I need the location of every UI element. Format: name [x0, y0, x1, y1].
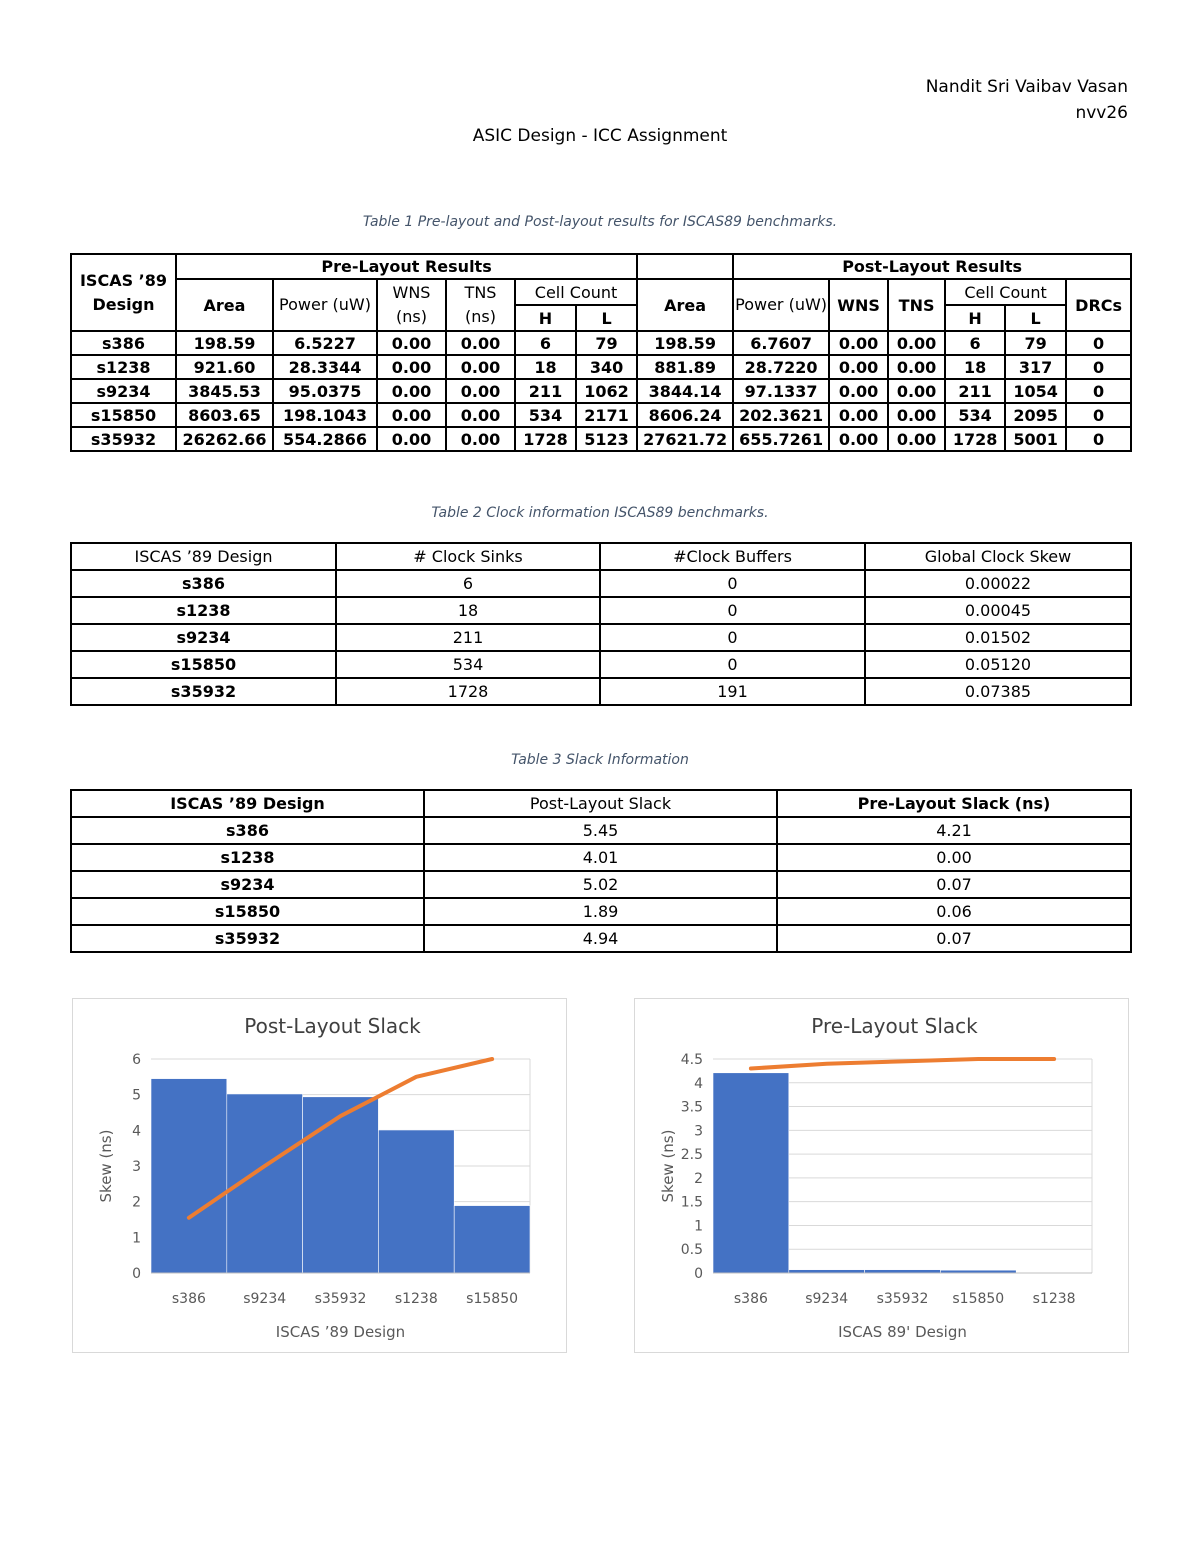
y-tick-label: 0.5 — [680, 1242, 703, 1259]
y-tick-label: 2.5 — [680, 1147, 703, 1164]
table-cell: 4.21 — [777, 817, 1131, 844]
table-header-cell: Post-Layout Slack — [424, 790, 777, 817]
table-cell: 881.89 — [637, 355, 733, 379]
y-tick-label: 4.5 — [680, 1052, 703, 1068]
author-name: Nandit Sri Vaibav Vasan — [925, 77, 1128, 97]
table-cell: 198.59 — [176, 331, 273, 355]
table-cell: 8603.65 — [176, 403, 273, 427]
chart-title: Post-Layout Slack — [244, 1014, 421, 1038]
y-tick-label: 5 — [132, 1087, 141, 1104]
table-row — [71, 678, 1131, 705]
table-header-cell: Pre-Layout Slack (ns) — [777, 790, 1131, 817]
table-row — [71, 331, 1131, 355]
t1-area-header: Area — [176, 279, 273, 331]
table-cell: 0.00 — [377, 355, 446, 379]
table-cell: 27621.72 — [637, 427, 733, 451]
table-cell: 0 — [1066, 331, 1131, 355]
y-tick-label: 3.5 — [680, 1099, 703, 1116]
table-cell: 0.00 — [888, 379, 945, 403]
table-cell: s386 — [71, 331, 176, 355]
table-cell: 18 — [515, 355, 576, 379]
t1-power-post-header: Power (uW) — [733, 279, 829, 331]
table-cell: 4.94 — [424, 925, 777, 952]
t1-design-header: ISCAS ’89 Design — [71, 254, 176, 331]
table-cell: 5.02 — [424, 871, 777, 898]
t1-tns-post-header: TNS — [888, 279, 945, 331]
y-axis-title: Skew (ns) — [97, 1129, 115, 1203]
table-cell: 0.00 — [829, 403, 888, 427]
x-tick-label: s1238 — [1032, 1291, 1076, 1307]
table-cell: 0 — [1066, 403, 1131, 427]
table-cell: 26262.66 — [176, 427, 273, 451]
table-cell: 0.00 — [446, 403, 515, 427]
table-cell: 1728 — [336, 678, 600, 705]
t1-tns-header: TNS (ns) — [446, 279, 515, 331]
t1-h-header: H — [515, 305, 576, 331]
table-cell: 0 — [600, 651, 865, 678]
x-tick-label: s386 — [171, 1291, 206, 1307]
table-cell: 0.00 — [829, 355, 888, 379]
x-tick-label: s35932 — [876, 1291, 929, 1307]
t1-wns-header: WNS (ns) — [377, 279, 446, 331]
table-cell: 0.05120 — [865, 651, 1131, 678]
table-header-cell: ISCAS ’89 Design — [71, 790, 424, 817]
t1-l-post-header: L — [1005, 305, 1066, 331]
x-axis-title: ISCAS 89' Design — [838, 1323, 967, 1341]
pre-layout-slack-chart — [634, 998, 1129, 1353]
x-tick-label: s9234 — [805, 1291, 849, 1307]
y-tick-label: 4 — [132, 1123, 141, 1140]
table-cell: 0.00 — [777, 844, 1131, 871]
t1-power-header: Power (uW) — [273, 279, 377, 331]
y-tick-label: 4 — [694, 1075, 703, 1092]
table-cell: 0.00 — [888, 331, 945, 355]
table-header-cell: ISCAS ’89 Design — [71, 543, 336, 570]
table-cell: s1238 — [71, 597, 336, 624]
x-axis-title: ISCAS ’89 Design — [275, 1323, 406, 1341]
table-cell: 0.00 — [377, 331, 446, 355]
table-cell: 0.01502 — [865, 624, 1131, 651]
y-tick-label: 2 — [694, 1170, 703, 1187]
table-cell: 1062 — [576, 379, 637, 403]
table-cell: 202.3621 — [733, 403, 829, 427]
table2-caption: Table 2 Clock information ISCAS89 benchmarks. — [431, 505, 769, 521]
table-row — [71, 379, 1131, 403]
y-tick-label: 6 — [132, 1052, 141, 1068]
x-tick-label: s35932 — [314, 1291, 367, 1307]
table-cell: 6 — [336, 570, 600, 597]
table-cell: 79 — [576, 331, 637, 355]
x-tick-label: s9234 — [243, 1291, 287, 1307]
table3-caption: Table 3 Slack Information — [511, 752, 689, 768]
table-header-cell: # Clock Sinks — [336, 543, 600, 570]
table-cell: 0 — [600, 570, 865, 597]
table-cell: 0.00 — [888, 355, 945, 379]
table3 — [70, 789, 1132, 953]
y-tick-label: 3 — [694, 1123, 703, 1140]
table-cell: 655.7261 — [733, 427, 829, 451]
x-tick-label: s15850 — [466, 1291, 519, 1307]
table-row — [71, 427, 1131, 451]
table-cell: 1728 — [515, 427, 576, 451]
table-cell: 0.00 — [377, 379, 446, 403]
table-cell: 534 — [336, 651, 600, 678]
t1-cellcount-header: Cell Count — [515, 279, 637, 305]
table-row — [71, 898, 1131, 925]
table1-caption: Table 1 Pre-layout and Post-layout results for ISCAS89 benchmarks. — [362, 214, 838, 230]
table-cell: 0 — [1066, 379, 1131, 403]
table-cell: 211 — [945, 379, 1005, 403]
bar — [454, 1206, 530, 1273]
y-tick-label: 2 — [132, 1194, 141, 1211]
table-cell: 1054 — [1005, 379, 1066, 403]
table-cell: 0.00022 — [865, 570, 1131, 597]
table-cell: s1238 — [71, 355, 176, 379]
table-cell: s35932 — [71, 427, 176, 451]
table-cell: 0.00 — [888, 403, 945, 427]
author-block — [926, 74, 1128, 126]
table-cell: 95.0375 — [273, 379, 377, 403]
table-cell: s386 — [71, 817, 424, 844]
table-cell: s386 — [71, 570, 336, 597]
table-cell: 0.07 — [777, 925, 1131, 952]
table-cell: 0.00 — [829, 379, 888, 403]
table-cell: 0.07 — [777, 871, 1131, 898]
y-tick-label: 0 — [694, 1266, 703, 1282]
y-tick-label: 1.5 — [680, 1194, 703, 1211]
t1-blank-cell — [637, 254, 733, 279]
t1-l-header: L — [576, 305, 637, 331]
table-cell: 211 — [336, 624, 600, 651]
table-cell: s15850 — [71, 898, 424, 925]
table-cell: 198.1043 — [273, 403, 377, 427]
table-cell: s35932 — [71, 925, 424, 952]
table-row — [71, 651, 1131, 678]
table-cell: 0.00 — [446, 355, 515, 379]
t1-wns-post-header: WNS — [829, 279, 888, 331]
bar — [151, 1079, 227, 1273]
table-cell: 198.59 — [637, 331, 733, 355]
table-cell: 5.45 — [424, 817, 777, 844]
x-tick-label: s15850 — [952, 1291, 1005, 1307]
table2 — [70, 542, 1132, 706]
bar — [378, 1130, 454, 1273]
table-cell: s9234 — [71, 871, 424, 898]
table-cell: 0.00 — [829, 331, 888, 355]
table-header-cell: Global Clock Skew — [865, 543, 1131, 570]
y-axis-title: Skew (ns) — [659, 1129, 677, 1203]
t1-area-post-header: Area — [637, 279, 733, 331]
table-cell: 211 — [515, 379, 576, 403]
table-cell: 3845.53 — [176, 379, 273, 403]
table-cell: 534 — [515, 403, 576, 427]
y-tick-label: 1 — [132, 1230, 141, 1247]
bar — [713, 1073, 789, 1273]
y-tick-label: 0 — [132, 1266, 141, 1282]
table-cell: 6 — [515, 331, 576, 355]
table-cell: 191 — [600, 678, 865, 705]
table-cell: 0 — [1066, 355, 1131, 379]
post-layout-slack-svg — [73, 999, 566, 1352]
table-row — [71, 624, 1131, 651]
table1 — [70, 253, 1132, 452]
table-row — [71, 570, 1131, 597]
table-cell: 0.06 — [777, 898, 1131, 925]
table-cell: 97.1337 — [733, 379, 829, 403]
table-cell: 5001 — [1005, 427, 1066, 451]
table-cell: 0.00 — [446, 427, 515, 451]
table-row — [71, 844, 1131, 871]
table-row — [71, 871, 1131, 898]
table-cell: 0.00 — [829, 427, 888, 451]
t1-post-group: Post-Layout Results — [733, 254, 1131, 279]
table-cell: 0.00 — [446, 331, 515, 355]
table-header-cell: #Clock Buffers — [600, 543, 865, 570]
table-row — [71, 925, 1131, 952]
pre-layout-slack-svg — [635, 999, 1128, 1352]
t1-drc-header: DRCs — [1066, 279, 1131, 331]
table-row — [71, 597, 1131, 624]
table-cell: 0.00 — [377, 403, 446, 427]
table-cell: 0.00 — [377, 427, 446, 451]
table-cell: s9234 — [71, 624, 336, 651]
t1-cellcount-post-header: Cell Count — [945, 279, 1066, 305]
table-cell: 0.07385 — [865, 678, 1131, 705]
table-cell: 18 — [945, 355, 1005, 379]
table-cell: 0 — [600, 597, 865, 624]
trend-line — [751, 1059, 1054, 1069]
table-cell: 534 — [945, 403, 1005, 427]
table-cell: 1.89 — [424, 898, 777, 925]
page-title: ASIC Design - ICC Assignment — [472, 126, 728, 146]
table-cell: 2171 — [576, 403, 637, 427]
table-cell: 0.00 — [888, 427, 945, 451]
bar — [303, 1097, 379, 1273]
table-cell: 6.7607 — [733, 331, 829, 355]
table-cell: 28.7220 — [733, 355, 829, 379]
table-cell: 6 — [945, 331, 1005, 355]
table-row — [71, 403, 1131, 427]
table-cell: 0 — [1066, 427, 1131, 451]
table-row — [71, 817, 1131, 844]
y-tick-label: 3 — [132, 1159, 141, 1175]
table-cell: s9234 — [71, 379, 176, 403]
table-cell: 921.60 — [176, 355, 273, 379]
t1-h-post-header: H — [945, 305, 1005, 331]
table-cell: 317 — [1005, 355, 1066, 379]
table-cell: s1238 — [71, 844, 424, 871]
table-cell: 0.00045 — [865, 597, 1131, 624]
table-cell: 0 — [600, 624, 865, 651]
chart-title: Pre-Layout Slack — [811, 1014, 978, 1038]
table-cell: 3844.14 — [637, 379, 733, 403]
table-cell: 0.00 — [446, 379, 515, 403]
post-layout-slack-chart — [72, 998, 567, 1353]
table-cell: s15850 — [71, 651, 336, 678]
author-netid: nvv26 — [1075, 103, 1128, 123]
table-cell: 2095 — [1005, 403, 1066, 427]
t1-pre-group: Pre-Layout Results — [176, 254, 637, 279]
table-cell: 554.2866 — [273, 427, 377, 451]
table-cell: 28.3344 — [273, 355, 377, 379]
table-cell: 4.01 — [424, 844, 777, 871]
x-tick-label: s1238 — [394, 1291, 438, 1307]
table-cell: 340 — [576, 355, 637, 379]
x-tick-label: s386 — [733, 1291, 768, 1307]
y-tick-label: 1 — [694, 1218, 703, 1235]
table-cell: 1728 — [945, 427, 1005, 451]
table-cell: s35932 — [71, 678, 336, 705]
table-row — [71, 355, 1131, 379]
table-cell: 8606.24 — [637, 403, 733, 427]
table-cell: 6.5227 — [273, 331, 377, 355]
table-cell: s15850 — [71, 403, 176, 427]
table-cell: 5123 — [576, 427, 637, 451]
table-cell: 18 — [336, 597, 600, 624]
table-cell: 79 — [1005, 331, 1066, 355]
